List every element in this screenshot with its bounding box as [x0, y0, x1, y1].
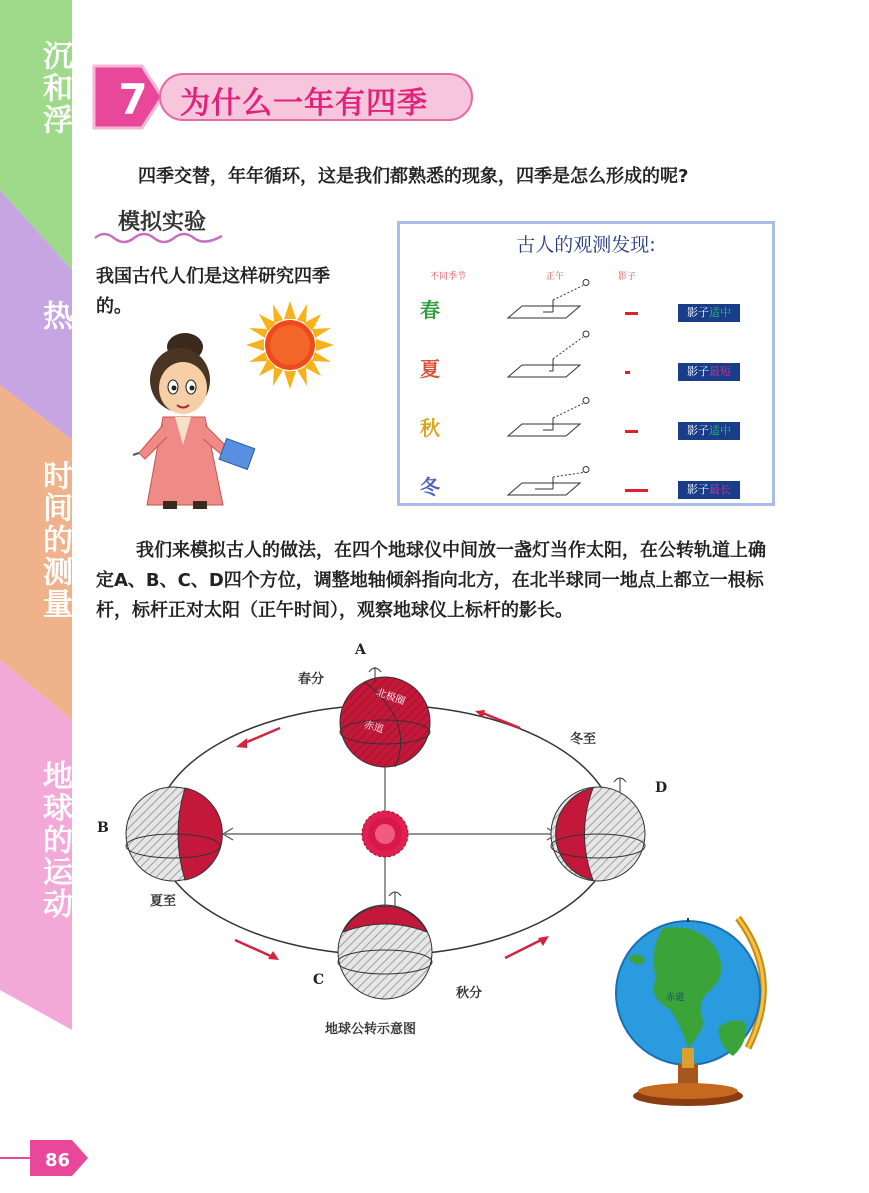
shadow-tag: 影子最短: [678, 363, 740, 381]
lesson-number: 7: [118, 75, 148, 124]
globe-arctic-text: 北极圈: [374, 687, 407, 708]
section-heading: 模拟实验: [118, 210, 207, 235]
orbit-arrow-icon: [480, 712, 520, 728]
season-label: 春: [420, 298, 440, 322]
column-shadow: 影子: [618, 272, 637, 282]
globe-b: [126, 787, 222, 881]
noon-diagrams: [400, 224, 772, 503]
tab-earth-motion[interactable]: 地球的运动: [37, 760, 72, 920]
observation-panel: [397, 221, 775, 506]
column-season: 不同季节: [430, 272, 467, 282]
orbit-arrow-icon: [505, 938, 545, 958]
orbit-arrow-icon: [236, 738, 247, 748]
label-autumn-equinox: 秋分: [456, 986, 483, 1001]
shadow-tag: 影子最长: [678, 481, 740, 499]
label-summer-solstice: 夏至: [150, 894, 177, 909]
globe-c: [338, 892, 432, 999]
panel-title: 古人的观测发现:: [516, 234, 656, 256]
paragraph-ancient: 我国古代人们是这样研究四季的。: [96, 266, 330, 317]
globe-model-illustration: [608, 898, 778, 1113]
column-noon: 正午: [546, 272, 565, 282]
position-a: A: [355, 642, 366, 658]
position-d: D: [655, 780, 668, 796]
noon-diagram: [508, 280, 589, 319]
noon-diagram: [508, 398, 589, 437]
noon-diagram: [508, 467, 589, 496]
tab-heat[interactable]: 热: [37, 300, 72, 332]
tab-sink-float[interactable]: 沉和浮: [37, 40, 72, 136]
lesson-title: 为什么一年有四季: [180, 86, 428, 121]
tab-time-measure[interactable]: 时间的测量: [37, 460, 72, 620]
position-b: B: [97, 820, 109, 836]
season-label: 夏: [420, 357, 440, 381]
diagram-caption: 地球公转示意图: [325, 1022, 417, 1037]
globe-a: [340, 667, 430, 767]
shadow-tag: 影子适中: [678, 422, 740, 440]
shadow-tag: 影子适中: [678, 304, 740, 322]
orbit-diagram: [95, 640, 695, 1030]
sun-icon: [362, 811, 408, 857]
ancient-child-illustration: [125, 325, 260, 520]
intro-text: 四季交替，年年循环，这是我们都熟悉的现象，四季是怎么形成的呢?: [138, 166, 689, 187]
season-label: 冬: [420, 475, 440, 499]
orbit-arrow-icon: [235, 940, 275, 958]
globe-equator-text: 赤道: [362, 719, 385, 736]
label-winter-solstice: 冬至: [570, 732, 597, 747]
globe-d: [551, 778, 645, 881]
heading-underline: [92, 228, 227, 244]
season-label: 秋: [420, 416, 440, 440]
globe-model-label: 赤道: [666, 993, 685, 1003]
label-spring-equinox: 春分: [298, 672, 325, 687]
noon-diagram: [508, 331, 589, 377]
paragraph-experiment: 我们来模拟古人的做法，在四个地球仪中间放一盏灯当作太阳，在公转轨道上确定A、B、C、D四个方位，调整地轴倾斜指向北方，在北半球同一地点上都立一根标杆，标杆正对太阳（正午时间），观察地球仪上标杆的影长。: [96, 540, 766, 621]
position-c: C: [313, 972, 325, 988]
page-number: 86: [45, 1150, 71, 1171]
